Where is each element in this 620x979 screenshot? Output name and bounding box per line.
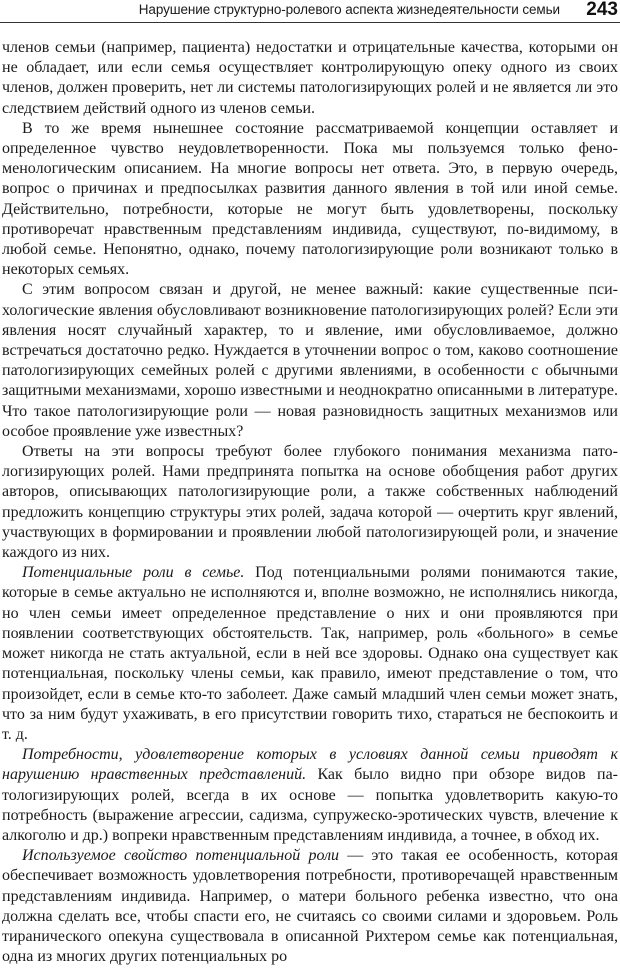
- paragraph: [2, 280, 618, 442]
- paragraph: [2, 119, 618, 281]
- page-header: [0, 0, 620, 23]
- paragraph: [2, 745, 618, 846]
- paragraph-text: — это такая ее особенность, которая обеспечивает возможность удовлетворения потребности, противоречащей нравственным представлениям индивида. Например, о матери больного ребенка известно, что она должна сделать все, чтобы спасти его, не считаясь со своими силами и здоровьем. Роль тиранического опекуна существовала в описанной Рихтером семье как потенциальная, одна из многих других потенциальных ро: [2, 847, 618, 966]
- paragraph-text: Как было видно при обзоре видов патологизирующих ролей, всегда в их основе — попытка удовлетворить какую-то потребность (выражение агрессии, садизма, супружеско-эротических чувств, влечение к алкоголю и др.) вопреки нравственным представлениям индивида, а точнее, в обход их.: [2, 766, 618, 844]
- paragraph-text: С этим вопросом связан и другой, не менее важный: какие существенные психологические явления обусловливают возникновение патологизирующих ролей? Если эти явления носят случайный характер, то и явление, ими обусловливаемое, должно встречаться достаточно редко. Нуждается в уточнении вопрос о том, каково соотношение патологизирующих семейных ролей с другими явлениями, в особенности с обычными защитными механизмами, хорошо известными и неоднократно описанными в литературе. Что такое патологизирующие роли — новая разновидность защитных механизмов или особое проявление уже известных?: [2, 281, 618, 440]
- body-text: [2, 38, 618, 967]
- paragraph-lead: Потребности, удовлетворение которых в условиях данной семьи приводят к нарушению нравственных представлений.: [2, 746, 618, 784]
- paragraph: [2, 442, 618, 563]
- paragraph: [2, 563, 618, 745]
- page-number: 243: [586, 0, 618, 20]
- paragraph-lead: Используемое свойство потенциальной роли: [22, 847, 340, 865]
- paragraph: [2, 846, 618, 967]
- paragraph-text: членов семьи (например, пациента) недостатки и отрицательные качества, которыми он не обладает, или если семья осуществляет контролирующую опеку одного из своих членов, должен проверить, нет ли системы патологизирующих ролей и не является ли это следствием действий одного из членов семьи.: [2, 39, 618, 117]
- paragraph-lead: Потенциальные роли в семье.: [22, 564, 245, 582]
- paragraph-text: Под потенциальными ролями понимаются такие, которые в семье актуально не исполняются и, вполне возможно, не исполнялись никогда, но член семьи имеет определенное представление о них и они проявляются при появлении соответствующих обстоятельств. Так, например, роль «больного» в семье может никогда не стать актуальной, если в ней все здоровы. Однако она существует как потенциальная, поскольку члены семьи, как правило, имеют представление о том, что произойдет, если в семье кто-то заболеет. Даже самый младший член семьи может знать, что за ним будут ухаживать, в его присутствии говорить тихо, стараться не беспокоить и т. д.: [2, 564, 618, 743]
- running-title: Нарушение структурно-ролевого аспекта жизнедеятельности семьи: [138, 2, 560, 17]
- paragraph-text: В то же время нынешнее состояние рассматриваемой концепции оставляет и определенное чувство неудовлетворенности. Пока мы пользуемся только феноменологическим описанием. На многие вопросы нет ответа. Это, в первую очередь, вопрос о причинах и предпосылках развития данного явления в той или иной семье. Действительно, потребности, которые не могут быть удовлетворены, поскольку противоречат нравственным представлениям индивида, существуют, по-видимому, в любой семье. Непонятно, однако, почему патологизирующие роли возникают только в некоторых семьях.: [2, 119, 618, 279]
- paragraph: [2, 38, 618, 119]
- paragraph-text: Ответы на эти вопросы требуют более глубокого понимания механизма патологизирующих ролей. Нами предпринята попытка на основе обобщения работ других авторов, описывающих патологизирующие роли, а также собственных наблюдений предложить концепцию структуры этих ролей, задача которой — очертить круг явлений, участвующих в формировании и проявлении любой патологизирующей роли, и значение каждого из них.: [2, 443, 618, 562]
